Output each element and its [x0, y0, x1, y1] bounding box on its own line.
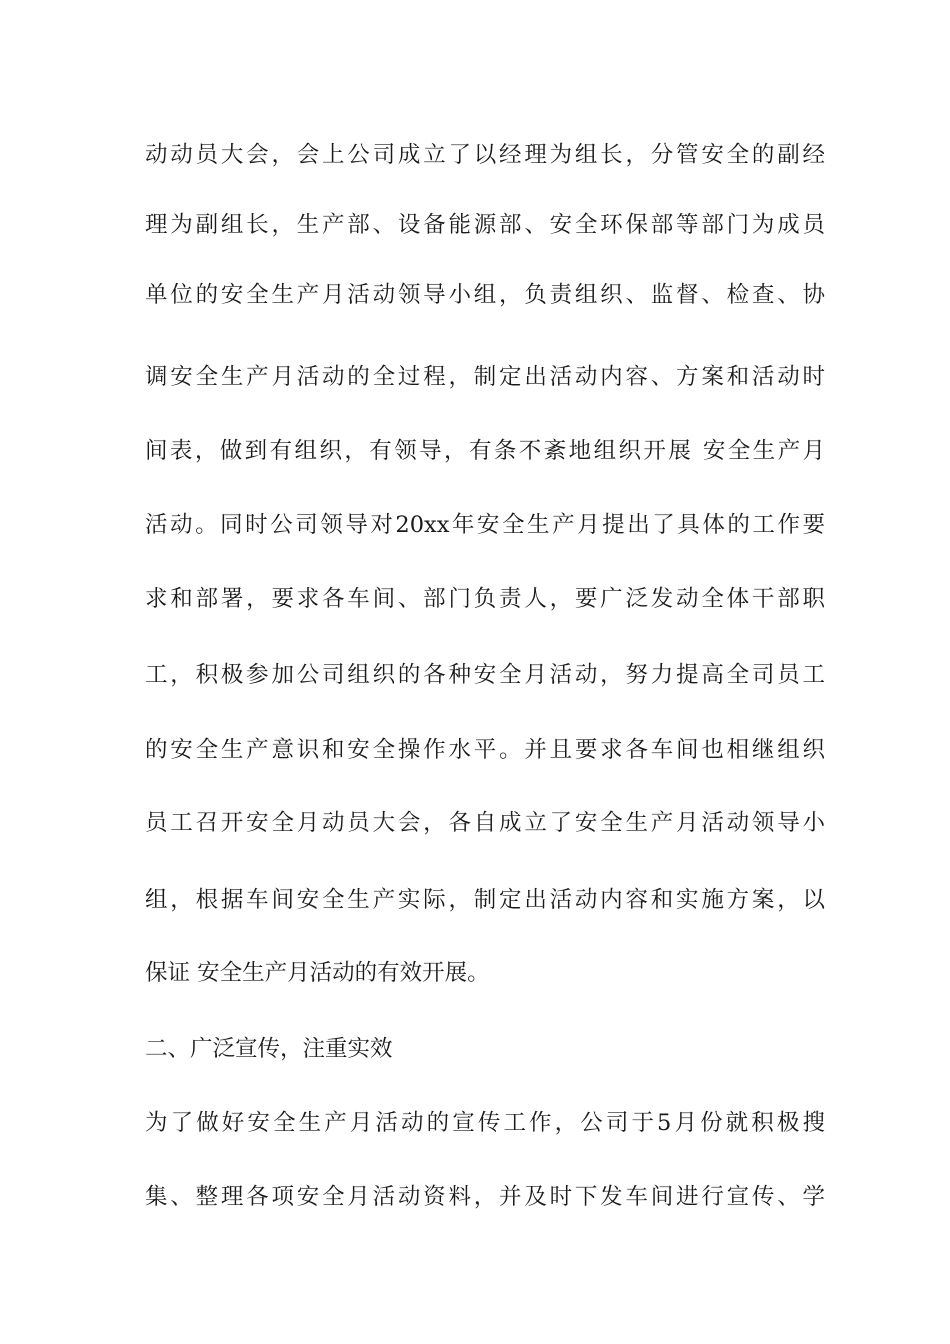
text-line: 的安全生产意识和安全操作水平。并且要求各车间也相继组织: [145, 737, 825, 763]
text-line: 工，积极参加公司组织的各种安全月活动，努力提高全司员工: [145, 662, 825, 688]
paragraph-end-line: 保证 安全生产月活动的有效开展。: [145, 960, 490, 986]
text-line: 求和部署，要求各车间、部门负责人，要广泛发动全体干部职: [145, 586, 825, 612]
text-line: 间表，做到有组织，有领导，有条不紊地组织开展 安全生产月: [145, 438, 825, 464]
text-line: 为了做好安全生产月活动的宣传工作，公司于5月份就积极搜: [145, 1110, 825, 1136]
text-line: 理为副组长，生产部、设备能源部、安全环保部等部门为成员: [145, 212, 825, 238]
text-line: 调安全生产月活动的全过程，制定出活动内容、方案和活动时: [145, 364, 825, 390]
text-line: 动动员大会，会上公司成立了以经理为组长，分管安全的副经: [145, 142, 825, 168]
section-heading: 二、广泛宣传，注重实效: [145, 1036, 393, 1062]
text-line: 集、整理各项安全月活动资料，并及时下发车间进行宣传、学: [145, 1184, 825, 1210]
text-line: 单位的安全生产月活动领导小组，负责组织、监督、检查、协: [145, 282, 825, 308]
text-line: 组，根据车间安全生产实际，制定出活动内容和实施方案，以: [145, 887, 825, 913]
text-line: 活动。同时公司领导对20xx年安全生产月提出了具体的工作要: [145, 512, 825, 538]
text-line: 员工召开安全月动员大会，各自成立了安全生产月活动领导小: [145, 810, 825, 836]
